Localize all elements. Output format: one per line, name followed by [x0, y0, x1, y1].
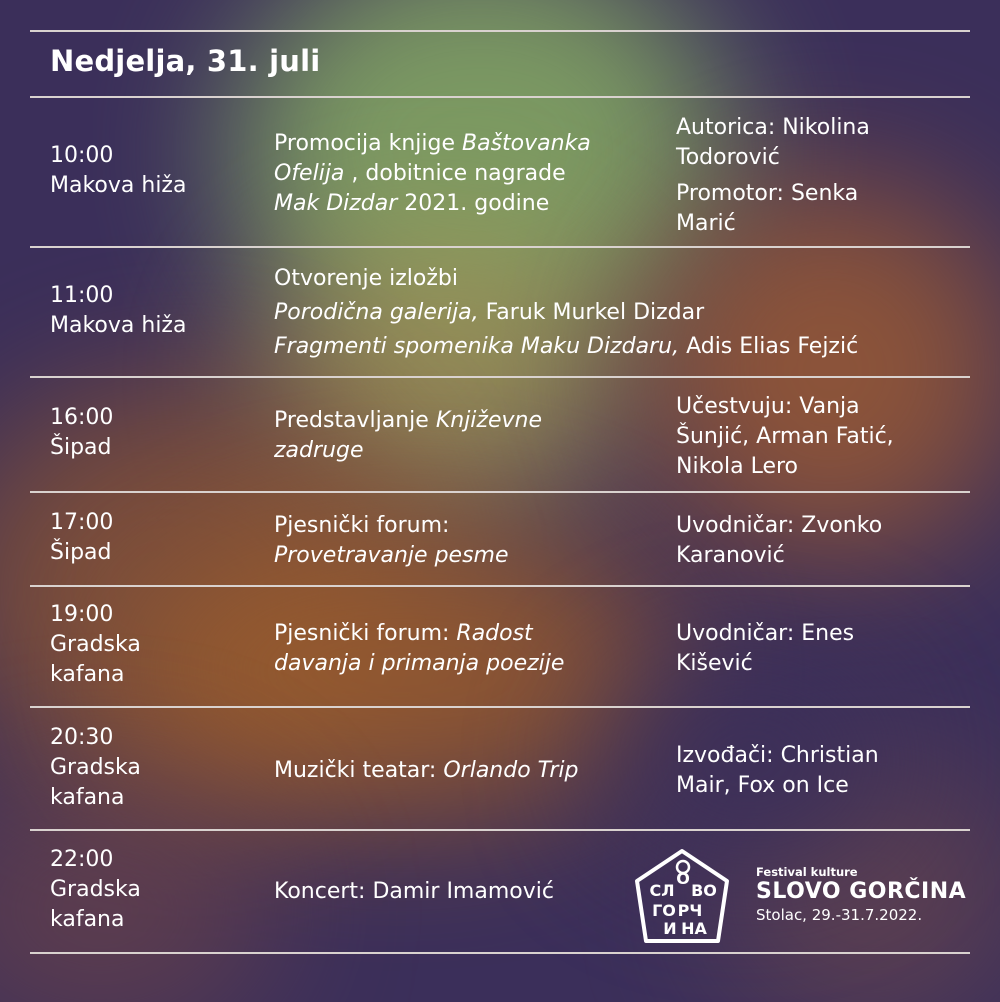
text-segment: Promocija knjige — [274, 131, 462, 156]
event-time: 22:00 — [50, 847, 114, 872]
divider — [30, 829, 970, 831]
event-description — [274, 619, 564, 679]
event-venue: Šipad — [50, 435, 112, 460]
participants-line: Uvodničar: Enes — [676, 621, 855, 646]
participants-line: Uvodničar: Zvonko — [676, 513, 883, 538]
event-description — [274, 877, 554, 907]
event-venue: kafana — [50, 785, 125, 810]
logo-letters: О — [676, 869, 690, 888]
text-segment: Predstavljanje — [274, 408, 436, 433]
text-segment: , dobitnice nagrade — [344, 161, 566, 186]
italic-title-segment: Orlando Trip — [443, 758, 579, 783]
description-line — [274, 541, 509, 571]
event-venue: Makova hiža — [50, 313, 187, 338]
event-time: 19:00 — [50, 602, 114, 627]
event-time-place — [50, 508, 113, 568]
festival-dates: Stolac, 29.-31.7.2022. — [756, 906, 923, 924]
divider — [30, 96, 970, 98]
participants-line: Kišević — [676, 651, 753, 676]
event-description — [274, 264, 858, 362]
event-venue: Gradska — [50, 877, 141, 902]
event-time-place — [50, 845, 141, 935]
event-participants — [676, 619, 854, 679]
italic-title-segment: Baštovanka — [462, 131, 591, 156]
participants-line: Šunjić, Arman Fatić, — [676, 424, 894, 449]
event-time: 10:00 — [50, 143, 114, 168]
event-description — [274, 129, 591, 219]
event-description — [274, 511, 509, 571]
event-time-place — [50, 141, 186, 201]
italic-title-segment: Mak Dizdar — [274, 191, 398, 216]
slovo-gorcina-logo-icon — [632, 848, 732, 948]
event-time-place — [50, 600, 141, 690]
event-participants — [676, 392, 894, 482]
event-time: 16:00 — [50, 405, 114, 430]
text-segment: Otvorenje izložbi — [274, 266, 458, 291]
description-line — [274, 756, 579, 786]
divider — [30, 30, 970, 32]
event-participants — [676, 741, 879, 801]
event-time-place — [50, 281, 186, 341]
festival-label — [756, 865, 966, 925]
text-segment: Adis Elias Fejzić — [679, 334, 859, 359]
logo-letters: НА — [681, 919, 707, 938]
event-description — [274, 406, 542, 466]
festival-subtitle: Festival kulture — [756, 865, 858, 879]
divider — [30, 246, 970, 248]
logo-letters: РЧ — [677, 901, 703, 920]
divider — [30, 706, 970, 708]
svg-text:СЛОВОГОРЧИНА — [649, 869, 716, 938]
event-venue: Šipad — [50, 540, 112, 565]
participants-line: Izvođači: Christian — [676, 743, 879, 768]
description-line — [274, 406, 542, 436]
description-line — [274, 877, 554, 907]
participants-line: Marić — [676, 211, 736, 236]
participants-line: Nikola Lero — [676, 454, 798, 479]
festival-name: SLOVO GORČINA — [756, 879, 967, 904]
participants-line: Todorović — [676, 145, 780, 170]
divider — [30, 585, 970, 587]
logo-letters: ВО — [691, 881, 717, 900]
description-line — [274, 619, 564, 649]
description-line — [274, 298, 858, 328]
event-venue: Gradska — [50, 632, 141, 657]
participants-line: Autorica: Nikolina — [676, 115, 870, 140]
event-venue: Gradska — [50, 755, 141, 780]
description-line — [274, 189, 591, 219]
text-segment: Pjesnički forum: — [274, 621, 457, 646]
italic-title-segment: zadruge — [274, 438, 364, 463]
event-time: 17:00 — [50, 510, 114, 535]
italic-title-segment: Porodična galerija, — [274, 300, 479, 325]
divider — [30, 491, 970, 493]
italic-title-segment: Književne — [435, 408, 543, 433]
page-title: Nedjelja, 31. juli — [50, 44, 321, 78]
italic-title-segment: davanja i primanja poezije — [274, 651, 565, 676]
participants-line: Učestvuju: Vanja — [676, 394, 860, 419]
text-segment: Pjesnički forum: — [274, 513, 450, 538]
participants-line: Mair, Fox on Ice — [676, 773, 849, 798]
event-time: 11:00 — [50, 283, 114, 308]
text-segment: 2021. godine — [397, 191, 550, 216]
event-participants — [676, 113, 870, 239]
italic-title-segment: Ofelija — [274, 161, 345, 186]
event-time: 20:30 — [50, 725, 114, 750]
description-line — [274, 332, 858, 362]
text-segment: Muzički teatar: — [274, 758, 444, 783]
description-line — [274, 159, 591, 189]
italic-title-segment: Fragmenti spomenika Maku Dizdaru, — [274, 334, 680, 359]
text-segment: Faruk Murkel Dizdar — [478, 300, 705, 325]
description-line — [274, 129, 591, 159]
event-venue: Makova hiža — [50, 173, 187, 198]
italic-title-segment: Provetravanje pesme — [274, 543, 509, 568]
text-segment: Koncert: Damir Imamović — [274, 879, 554, 904]
italic-title-segment: Radost — [456, 621, 533, 646]
logo-letters: СЛ — [649, 881, 675, 900]
participants-line: Karanović — [676, 543, 785, 568]
event-venue: kafana — [50, 662, 125, 687]
participants-line: Promotor: Senka — [676, 181, 859, 206]
description-line — [274, 264, 858, 294]
event-description — [274, 756, 579, 786]
description-line — [274, 649, 564, 679]
event-participants — [676, 511, 882, 571]
event-venue: kafana — [50, 907, 125, 932]
event-time-place — [50, 403, 113, 463]
logo-letters: ГО — [652, 901, 676, 920]
divider — [30, 952, 970, 954]
description-line — [274, 511, 509, 541]
divider — [30, 376, 970, 378]
description-line — [274, 436, 542, 466]
logo-letters: И — [663, 919, 677, 938]
event-time-place — [50, 723, 141, 813]
